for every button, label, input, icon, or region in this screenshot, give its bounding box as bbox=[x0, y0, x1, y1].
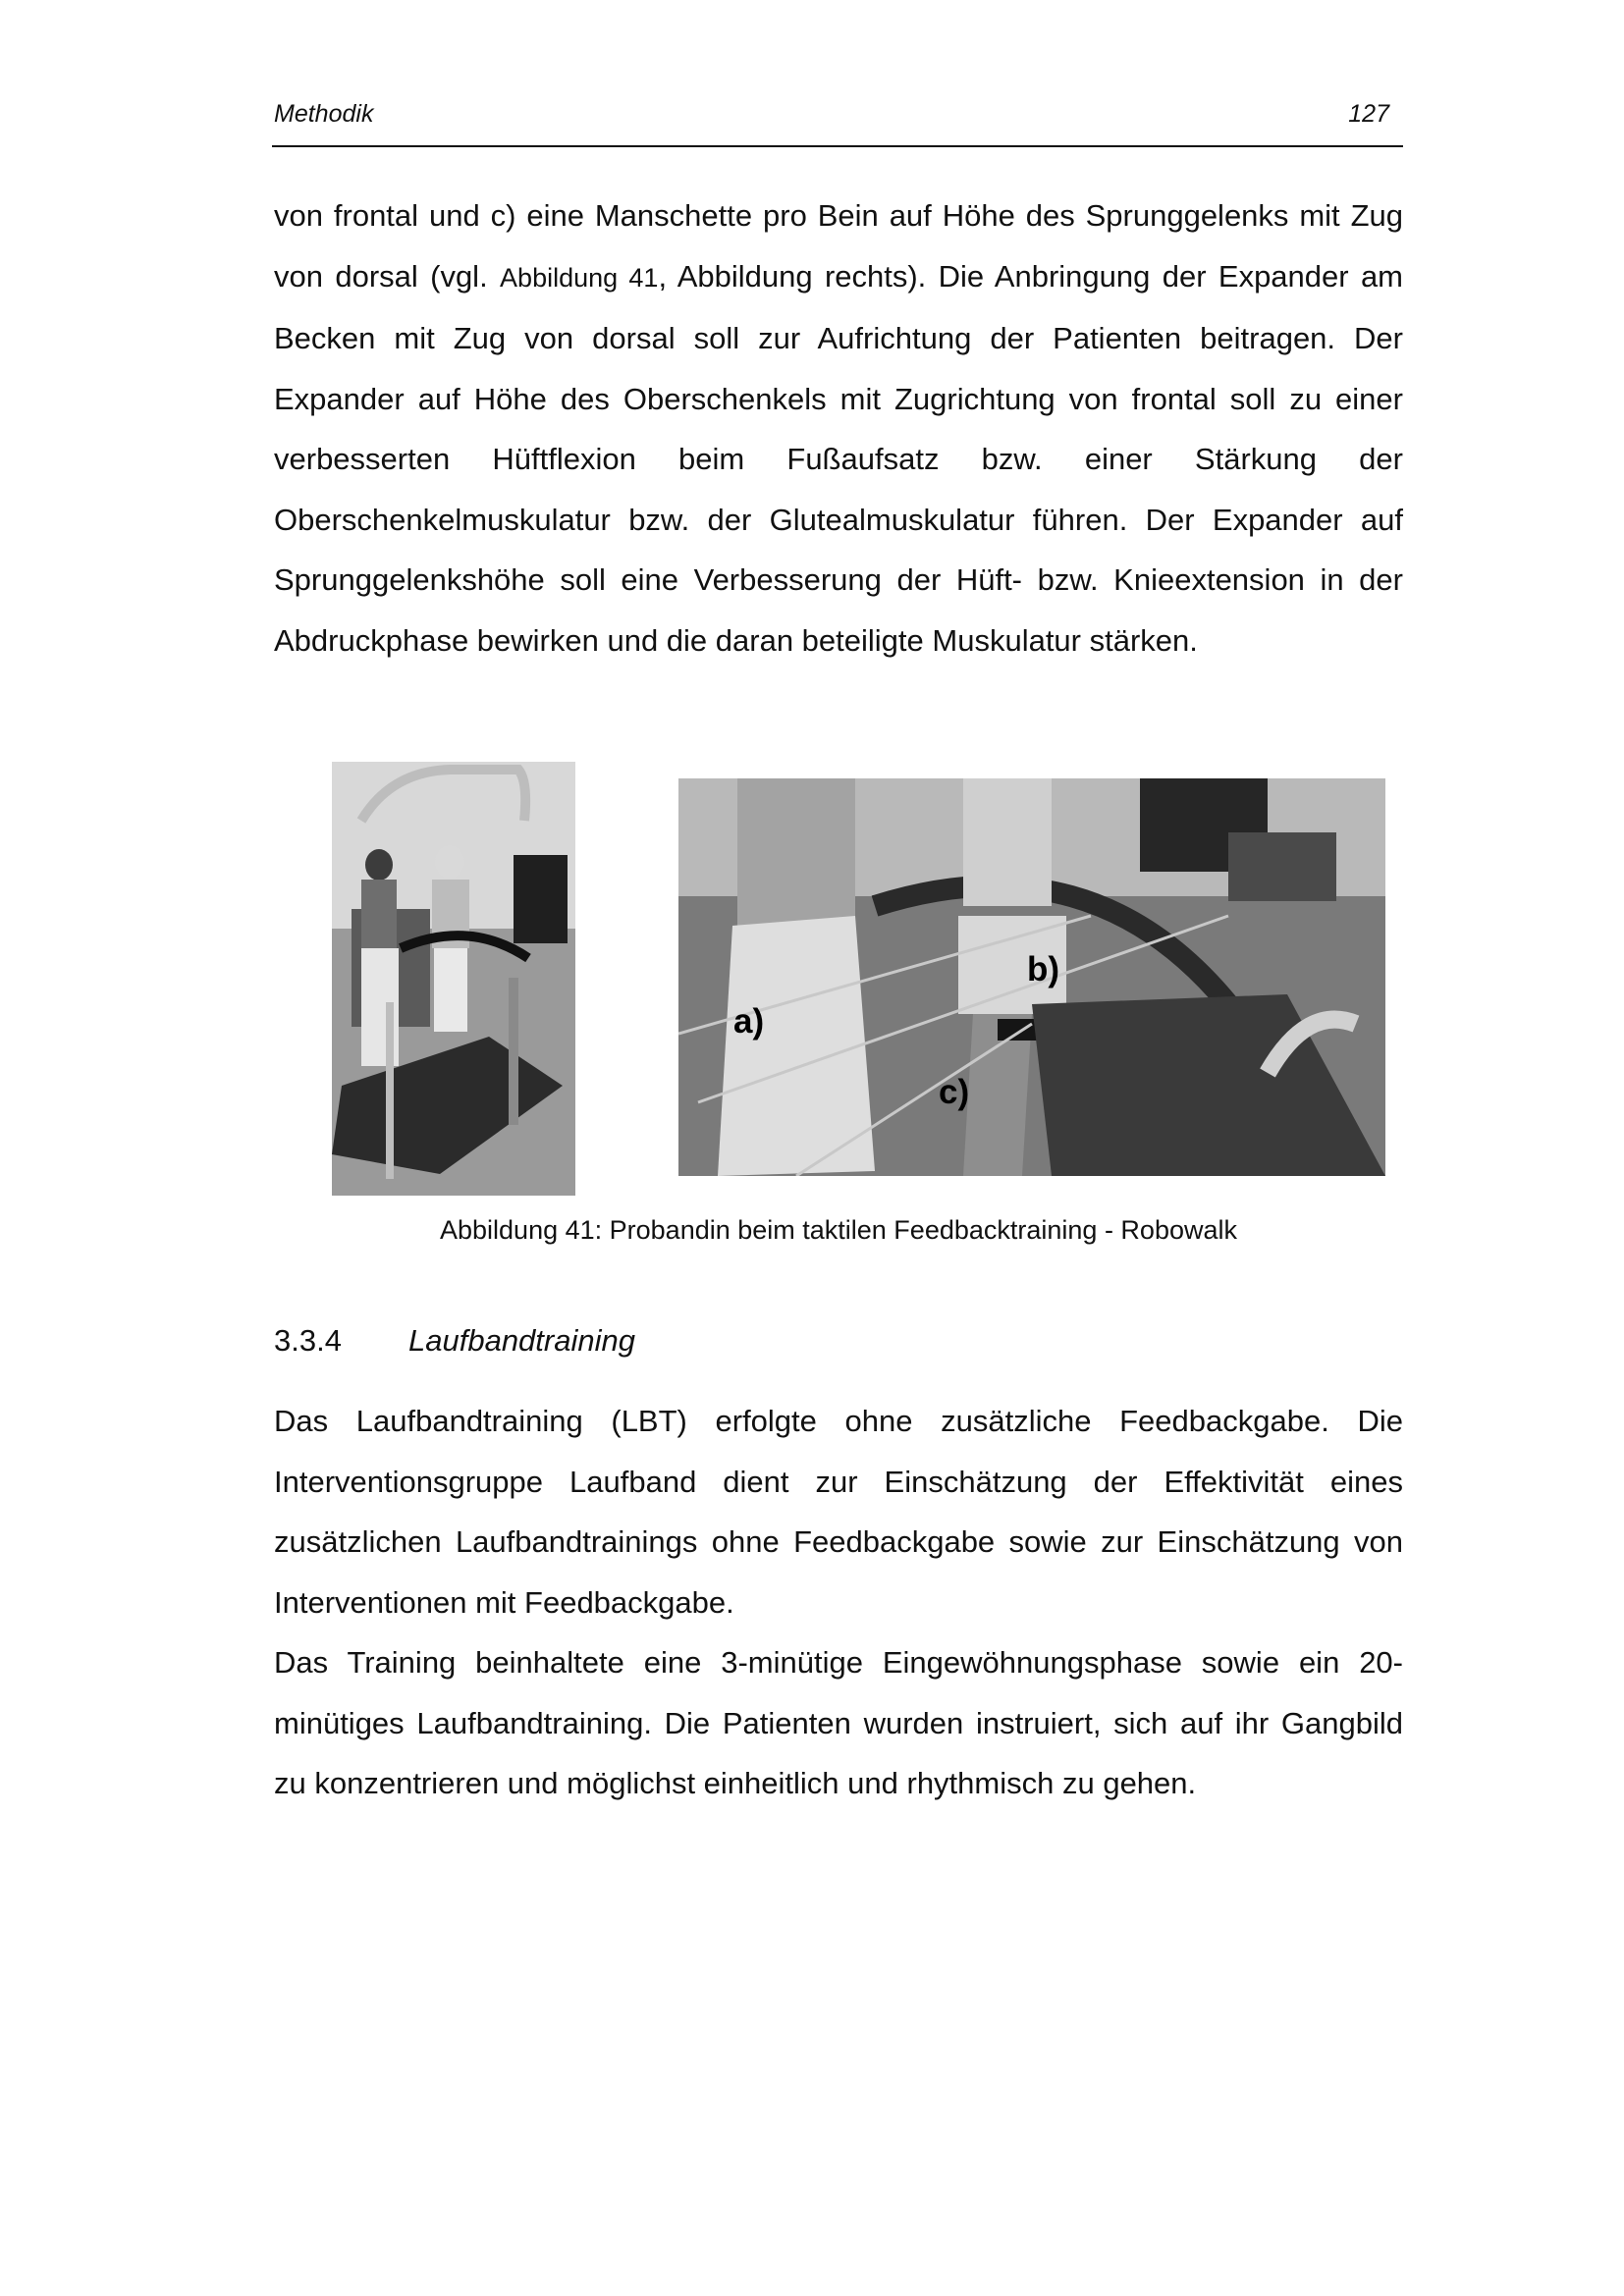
body-paragraph-1 bbox=[274, 186, 1403, 670]
paragraph-text: von frontal und c) eine Manschette pro Bein auf Höhe des Sprunggelenks mit Zug von dorsal (vgl. bbox=[274, 198, 1403, 294]
page-number: 127 bbox=[1348, 100, 1389, 128]
photo-treadmill-overview bbox=[332, 762, 575, 1196]
photo-treadmill-overview-image bbox=[332, 762, 575, 1196]
section-heading bbox=[274, 1323, 635, 1359]
page-header bbox=[272, 96, 1403, 147]
figure-reference: Abbildung 41 bbox=[500, 262, 659, 293]
section-number: 3.3.4 bbox=[274, 1323, 342, 1358]
label-a: a) bbox=[733, 1002, 765, 1041]
label-b: b) bbox=[1027, 950, 1060, 988]
label-c: c) bbox=[939, 1073, 970, 1111]
photo-robowalk-detail bbox=[678, 778, 1385, 1176]
figure-caption: Abbildung 41: Probandin beim taktilen Feedbacktraining - Robowalk bbox=[440, 1215, 1237, 1245]
section-title: Laufbandtraining bbox=[408, 1323, 635, 1358]
body-paragraph-2: Das Laufbandtraining (LBT) erfolgte ohne zusätzliche Feedbackgabe. Die Interventionsgruppe Laufband dient zur Einschätzung der Effektivität eines zusätzlichen Laufbandtrainings ohne Feedbackgabe sowie zur Einschätzung von Interventionen mit Feedbackgabe. bbox=[274, 1404, 1403, 1620]
running-title: Methodik bbox=[274, 100, 374, 128]
body-paragraph-3: Das Training beinhaltete eine 3-minütige Eingewöhnungsphase sowie ein 20-minütiges Laufbandtraining. Die Patienten wurden instruiert, sich auf ihr Gangbild zu konzentrieren und möglichst einheitlich und rhythmisch zu gehen. bbox=[274, 1645, 1403, 1800]
paragraph-text: , Abbildung rechts). Die Anbringung der Expander am Becken mit Zug von dorsal soll zur Aufrichtung der Patienten beitragen. Der Expander auf Höhe des Oberschenkels mit Zugrichtung von frontal soll zu einer verbesserten Hüftflexion beim Fußaufsatz bzw. einer Stärkung der Oberschenkelmuskulatur bzw. der Glutealmuskulatur führen. Der Expander auf Sprunggelenkshöhe soll eine Verbesserung der Hüft- bzw. Knieextension in der Abdruckphase bewirken und die daran beteiligte Muskulatur stärken. bbox=[274, 258, 1404, 658]
